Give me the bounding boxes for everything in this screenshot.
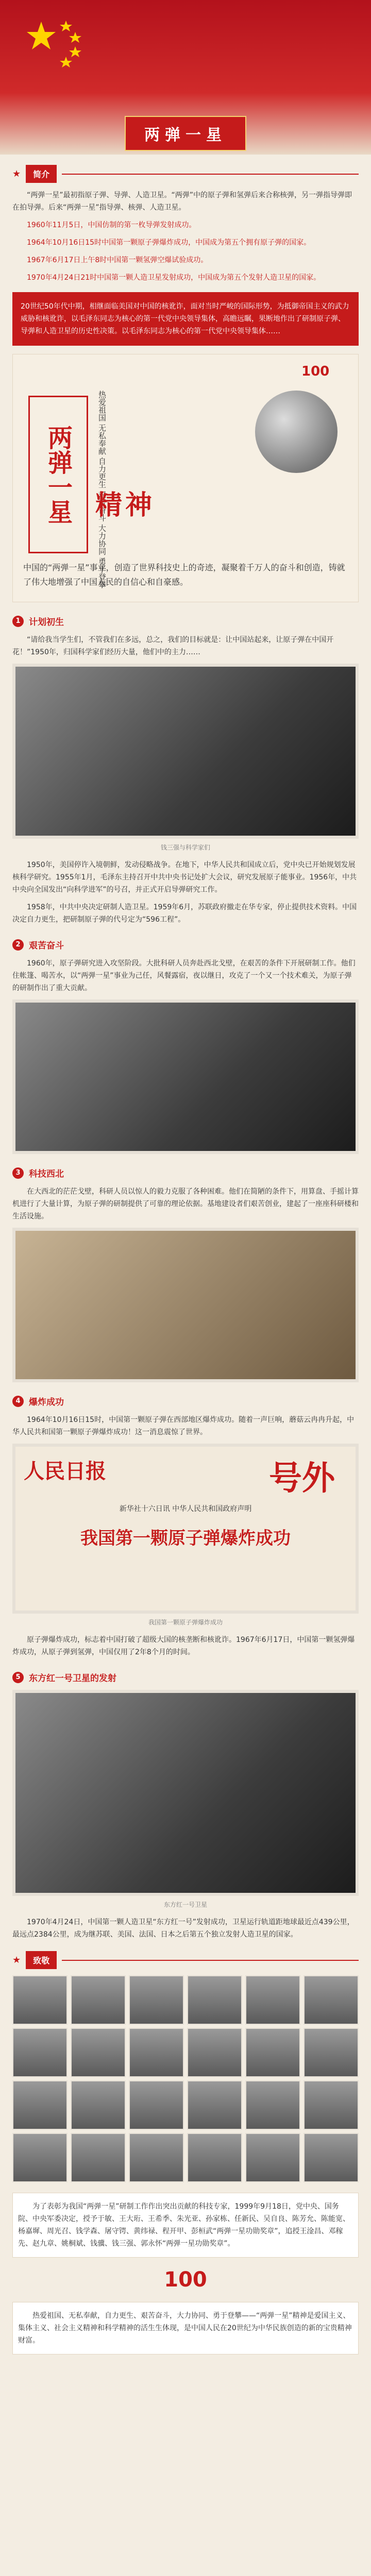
newspaper-subheading: 新华社十六日讯 中华人民共和国政府声明	[119, 1505, 252, 1513]
flag-stars-icon	[21, 15, 103, 77]
portrait	[303, 1975, 359, 2025]
newspaper-caption: 我国第一颗原子弹爆炸成功	[148, 1619, 223, 1626]
intro-text-5: 1970年4月24日21时中国第一颗人造卫星发射成功，中国成为第五个发射人造卫星的国家。	[27, 274, 321, 282]
intro-text-4: 1967年6月17日上午8时中国第一颗氢弹空爆试验成功。	[27, 256, 208, 264]
intro-header	[12, 165, 359, 183]
spirit-verse: 热爱祖国 无私奉献 自力更生 艰苦奋斗 大力协同 勇于登攀	[97, 391, 107, 588]
satellite-caption: 东方红一号卫星	[163, 1901, 207, 1908]
portrait	[303, 2028, 359, 2077]
divider	[62, 174, 359, 175]
spirit-description: 中国的“两弹一星”事业，创造了世界科技史上的奇迹，凝聚着千万人的奋斗和创造，铸就了伟大地增强了中国人民的自信心和自豪感。	[23, 563, 345, 587]
section-4-text-1: 1964年10月16日15时，中国第一颗原子弹在西部地区爆炸成功。随着一声巨响，蘑菇云冉冉升起，中华人民共和国第一颗原子弹爆炸成功！这一消息震惊了世界。	[12, 1416, 355, 1436]
star-icon: ★	[12, 168, 21, 179]
background-quote: 20世纪50年代中期，相继面临美国对中国的核讹诈，面对当时严峻的国际形势，为抵御帝国主义的武力威胁和核讹诈，以毛泽东同志为核心的第一代党中央领导集体，高瞻远瞩，果断地作出了研制原子弹、导弹和人造卫星的历史性决策。以毛泽东同志为核心的第一代党中央领导集体……	[12, 292, 359, 346]
section-title: 计划初生	[29, 617, 64, 628]
section-title: 东方红一号卫星的发射	[29, 1673, 116, 1684]
photo-caption: 钱三强与科学家们	[160, 844, 210, 851]
intro-text-1: “两弹一星”最初指原子弹、导弹、人造卫星。“两弹”中的原子弹和氢弹后来合称核弹，另一弹指导弹即在拍导弹。后来“两弹一星”指导弹、核弹、人造卫星。	[12, 191, 352, 212]
section-3-text: 在大西北的茫茫戈壁，科研人员以惊人的毅力克服了各种困难。他们在简陋的条件下，用算盘、手摇计算机进行了大量计算，为原子弹的研制提供了可靠的理论依据。基地建设者们艰苦创业，建起了一座座科研楼和生活设施。	[12, 1188, 359, 1221]
section-1-header	[12, 615, 359, 628]
portrait	[12, 2080, 68, 2130]
section-1-text-1: “请给我当学生们，不管我们在多远，总之，我们的目标就是：让中国站起来，让原子弹在中国开花！”1950年，归国科学家们经历大量，他们中的主力……	[12, 636, 334, 656]
newspaper-headline: 我国第一颗原子弹爆炸成功	[80, 1528, 291, 1549]
spirit-vertical-title: 两弹一星	[28, 396, 88, 553]
section-1-text-2: 1950年，美国停许入境朝鲜，发动侵略战争。在地下，中华人民共和国成立后，党中央已开始规划发展核科学研究。1955年1月，毛泽东主持召开中共中央书记处扩大会议，研究发展原子能事业。1956年，中共中央向全国发出“向科学进军”的号召，并正式开启导弹研究工作。	[12, 861, 357, 894]
portrait	[245, 2133, 300, 2182]
portrait	[187, 2133, 242, 2182]
section-title: 艰苦奋斗	[29, 941, 64, 951]
satellite-image	[255, 391, 338, 473]
intro-text-2: 1960年11月5日，中国仿制的第一枚导弹发射成功。	[27, 221, 196, 229]
section-title: 科技西北	[29, 1169, 64, 1179]
portrait	[12, 2133, 68, 2182]
desert-base-photo	[12, 1228, 359, 1382]
honor-text-box	[12, 2193, 359, 2258]
section-number: 2	[12, 939, 24, 951]
portrait	[71, 2133, 126, 2182]
spirit-title: 精神	[95, 489, 156, 521]
centenary-logo: 100	[301, 364, 330, 379]
section-2-header	[12, 938, 359, 951]
section-number: 5	[12, 1672, 24, 1683]
intro-tag: 简介	[26, 165, 57, 183]
spirit-card	[12, 354, 359, 602]
honor-tag: 致敬	[26, 1951, 57, 1969]
divider	[62, 1960, 359, 1961]
section-5-text: 1970年4月24日，中国第一颗人造卫星“东方红一号”发射成功，卫星运行轨道距地球最近点439公里，最远点2384公里，成为继苏联、美国、法国、日本之后第五个独立发射人造卫星的国家。	[12, 1918, 355, 1939]
portrait	[129, 2133, 184, 2182]
portrait	[129, 1975, 184, 2025]
section-3-header	[12, 1166, 359, 1179]
portrait	[245, 1975, 300, 2025]
portrait	[71, 2080, 126, 2130]
centenary-logo-footer: 100	[164, 2268, 207, 2292]
portrait	[303, 2133, 359, 2182]
page-title: 两弹一星	[0, 116, 371, 151]
portrait	[187, 1975, 242, 2025]
section-1-text-3: 1958年，中共中央决定研制人造卫星。1959年6月，苏联政府撤走在华专家，停止提供技术资料。中国决定自力更生，把研制原子弹的代号定为“596工程”。	[12, 903, 357, 924]
hero-banner	[0, 0, 371, 155]
portrait	[12, 2028, 68, 2077]
newspaper-extra	[12, 1444, 359, 1614]
intro-text-3: 1964年10月16日15时中国第一颗原子弹爆炸成功，中国成为第五个拥有原子弹的国家。	[27, 239, 311, 247]
portrait	[129, 2028, 184, 2077]
section-title: 爆炸成功	[29, 1397, 64, 1408]
section-4-header	[12, 1395, 359, 1408]
portrait	[303, 2080, 359, 2130]
section-number: 1	[12, 616, 24, 627]
portrait	[187, 2028, 242, 2077]
honor-text: 为了表彰为我国“两弹一星”研制工作作出突出贡献的科技专家，1999年9月18日，党中央、国务院、中央军委决定，授予于敏、王大珩、王希季、朱光亚、孙家栋、任新民、吴自良、陈芳允、陈能宽、杨嘉墀、周光召、钱学森、屠守锷、黄纬禄、程开甲、彭桓武“两弹一星功勋奖章”，追授王淦昌、邓稼先、赵九章、姚桐斌、钱骥、钱三强、郭永怀“两弹一星功勋奖章”。	[18, 2202, 350, 2248]
closing-text: 热爱祖国、无私奉献，自力更生、艰苦奋斗，大力协同、勇于登攀——“两弹一星”精神是爱国主义、集体主义、社会主义精神和科学精神的活生生体现，是中国人民在20世纪为中华民族创造的新的宝贵精神财富。	[18, 2312, 352, 2345]
experiment-photo	[12, 999, 359, 1154]
closing-text-box	[12, 2302, 359, 2354]
newspaper-masthead: 人民日报	[24, 1459, 106, 1483]
section-2-text: 1960年，原子弹研究进入攻坚阶段。大批科研人员奔赴西北戈壁，在艰苦的条件下开展研制工作。他们住帐篷、喝苦水，以“两弹一星”事业为己任，风餐露宿，夜以继日，攻克了一个又一个技术难关，为原子弹的研制作出了重大贡献。	[12, 959, 356, 992]
honor-header	[12, 1951, 359, 1969]
section-number: 4	[12, 1396, 24, 1407]
portrait	[187, 2080, 242, 2130]
portrait	[71, 2028, 126, 2077]
scientist-portrait-grid	[12, 1975, 359, 2182]
portrait	[71, 1975, 126, 2025]
section-number: 3	[12, 1167, 24, 1179]
section-4-text-2: 原子弹爆炸成功，标志着中国打破了超级大国的核垄断和核讹诈。1967年6月17日，中国第一颗氢弹爆炸成功，从原子弹到氢弹，中国仅用了2年8个月的时间。	[12, 1636, 355, 1656]
satellite-photo	[12, 1690, 359, 1896]
portrait	[245, 2080, 300, 2130]
star-icon: ★	[12, 1955, 21, 1965]
portrait	[129, 2080, 184, 2130]
portrait	[245, 2028, 300, 2077]
scientists-photo	[12, 664, 359, 839]
newspaper-extra-label: 号外	[269, 1459, 335, 1498]
portrait	[12, 1975, 68, 2025]
section-5-header	[12, 1671, 359, 1684]
